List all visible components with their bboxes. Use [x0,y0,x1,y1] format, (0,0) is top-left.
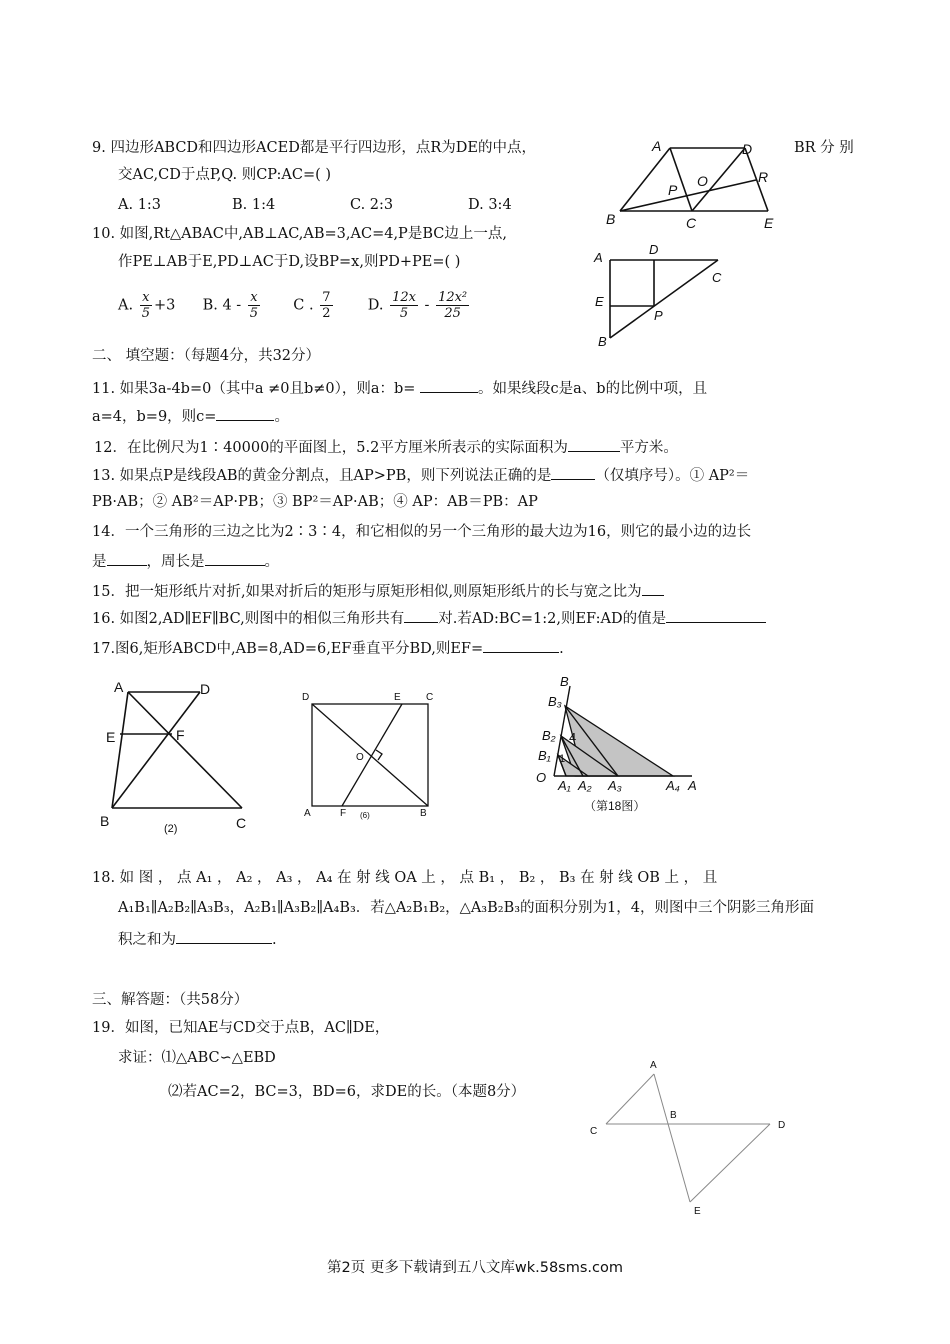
fig2-label-f: F [176,727,185,743]
q11-line1: 11. 如果3a-4b=0（其中a ≠0且b≠0），则a：b= 。如果线段c是a、b的比例中项，且 [92,377,707,399]
fig18-caption: （第18图） [584,799,646,813]
fig6-caption: (6) [360,811,370,820]
q10-option-d-fraction1: $\frac{12x}{5}$ [392,290,416,321]
q11-blank1 [420,377,478,393]
q14-line1: 14．一个三角形的三边之比为2∶3∶4，和它相似的另一个三角形的最大边为16，则它的最小边的边长 [92,524,752,540]
page-footer: 第2页 更多下载请到五八文库wk.58sms.com [327,1260,623,1276]
q19-line2: 求证：⑴△ABC∽△EBD [118,1050,276,1066]
q18-blank [176,928,272,944]
q18-line2: A₁B₁∥A₂B₂∥A₃B₃，A₂B₁∥A₃B₂∥A₄B₃．若△A₂B₁B₂，△A₃B₂B₃的面积分别为1，4，则图中三个阴影三角形面 [118,900,814,916]
fig18-label-a1: A₁ [558,778,571,793]
q14-line2: 是 ，周长是 。 [92,550,279,572]
q19-line1: 19．如图，已知AE与CD交于点B，AC∥DE， [92,1020,390,1036]
q10-line2: 作PE⊥AB于E,PD⊥AC于D,设BP=x,则PD+PE=( ) [118,254,461,270]
q9-option-a: A. 1:3 [118,197,162,213]
fig2-label-a: A [114,679,124,695]
section3-heading: 三、解答题：（共58分） [92,992,249,1008]
fig18-label-o: O [536,770,547,785]
q9-line1: 9. 四边形ABCD和四边形ACED都是平行四边形，点R为DE的中点， [92,140,536,156]
q9-label-b: B [606,211,616,227]
q9-label-r: R [758,169,769,185]
q10-option-d-fraction2: $\frac{\text{12x²}}{25}$ [438,290,468,321]
q10-line1: 10. 如图,Rt△ABAC中,AB⊥AC,AB=3,AC=4,P是BC边上一点, [92,226,507,242]
fig6-label-f: F [340,808,347,819]
q10-label-c: C [712,270,722,285]
fig2-label-e: E [106,729,116,745]
q15-line: 15．把一矩形纸片对折,如果对折后的矩形与原矩形相似,则原矩形纸片的长与宽之比为 [92,580,664,602]
q16-blank2 [666,607,766,623]
q9-label-e: E [764,215,774,231]
fig2-trapezoid [96,676,266,836]
fig18-label-a2: A₂ [578,778,592,793]
q10-options: A. $\frac{x}{5}$ +3 B. 4 - $\frac{x}{5}$ C . $\frac{7}{2}$ D. $\frac{12x}{5}$ - $\frac{\text{12x²}}{25}$ [118,290,468,321]
q10-option-c-fraction: $\frac{7}{2}$ [322,290,331,321]
q9-label-a: A [652,138,662,154]
fig18-label-a: A [688,778,697,793]
q9-label-o: O [697,173,708,189]
fig18-rays [528,672,708,822]
fig18-label-b: B [560,674,569,689]
q9-option-b: B. 1:4 [232,197,276,213]
fig2-label-c: C [236,815,247,831]
q11-blank2 [216,405,274,421]
q9-label-c: C [686,215,697,231]
q19-label-a: A [650,1060,657,1071]
fig6-label-c: C [426,692,434,703]
q19-figure [584,1056,794,1220]
q17-blank [483,637,559,653]
section2-heading: 二、 填空题：（每题4分，共32分） [92,348,321,364]
fig18-label-b1: B₁ [538,748,551,763]
q19-label-e: E [694,1206,701,1217]
q9-option-c: C. 2:3 [350,197,394,213]
q19-label-b: B [670,1110,677,1121]
q10-option-a-fraction: $\frac{x}{5}$ [141,290,150,321]
q9-parallelogram-figure [600,136,790,236]
q13-line1: 13. 如果点P是线段AB的黄金分割点，且AP>PB，则下列说法正确的是 （仅填序号）。① AP²＝ [92,464,749,486]
q10-label-e: E [595,294,604,309]
q14-blank2 [205,550,265,566]
q9-option-d: D. 3:4 [468,197,512,213]
q16-line: 16. 如图2,AD∥EF∥BC,则图中的相似三角形共有 对.若AD:BC=1:2,则EF:AD的值是 [92,607,766,629]
q12-line: 12．在比例尺为1∶40000的平面图上，5.2平方厘米所表示的实际面积为 平方米。 [94,436,678,458]
q18-line1: 18. 如 图 ， 点 A₁ ， A₂ ， A₃ ， A₄ 在 射 线 OA 上 ， 点 B₁ ， B₂ ， B₃ 在 射 线 OB 上 ， 且 [92,870,718,886]
fig6-label-d: D [302,692,310,703]
fig6-label-o: O [356,752,364,763]
q12-blank [568,436,620,452]
q15-blank [642,580,664,596]
q10-label-b: B [598,334,607,349]
fig18-label-b3: B₃ [548,694,562,709]
q10-label-d: D [649,242,659,257]
q17-line: 17.图6,矩形ABCD中,AB=8,AD=6,EF垂直平分BD,则EF= . [92,637,564,659]
fig18-label-a4: A₄ [666,778,680,793]
fig18-area-4: 4 [569,730,577,745]
fig6-label-b: B [420,808,427,819]
fig2-label-d: D [200,681,211,697]
q13-blank [551,464,595,480]
q9-label-d: D [742,141,753,157]
fig18-label-b2: B₂ [542,728,556,743]
fig18-label-a3: A₃ [608,778,622,793]
q19-label-d: D [778,1120,786,1131]
q16-blank1 [404,607,438,623]
q11-line2: a=4，b=9，则c= 。 [92,405,289,427]
q13-line2: PB·AB；② AB²＝AP·PB；③ BP²＝AP·AB；④ AP：AB＝PB：AP [92,494,538,510]
q10-option-b-fraction: $\frac{x}{5}$ [249,290,259,321]
fig2-label-b: B [100,813,110,829]
fig18-area-1: 1 [559,753,566,765]
q18-line3: 积之和为 . [118,928,277,950]
fig6-label-a: A [304,808,311,819]
q10-triangle-figure [590,240,740,350]
q19-line3: ⑵若AC=2，BC=3，BD=6，求DE的长。（本题8分） [168,1084,526,1100]
fig2-caption: (2) [164,823,178,835]
q19-label-c: C [590,1126,598,1137]
q14-blank1 [107,550,147,566]
q10-label-p: P [654,308,663,323]
q9-line1-tail: BR 分 别 [794,140,854,156]
fig6-label-e: E [394,692,401,703]
fig6-rectangle [298,686,448,826]
q9-label-p: P [668,182,678,198]
q9-line2: 交AC,CD于点P,Q. 则CP:AC=( ) [118,167,332,183]
q10-label-a: A [594,250,603,265]
